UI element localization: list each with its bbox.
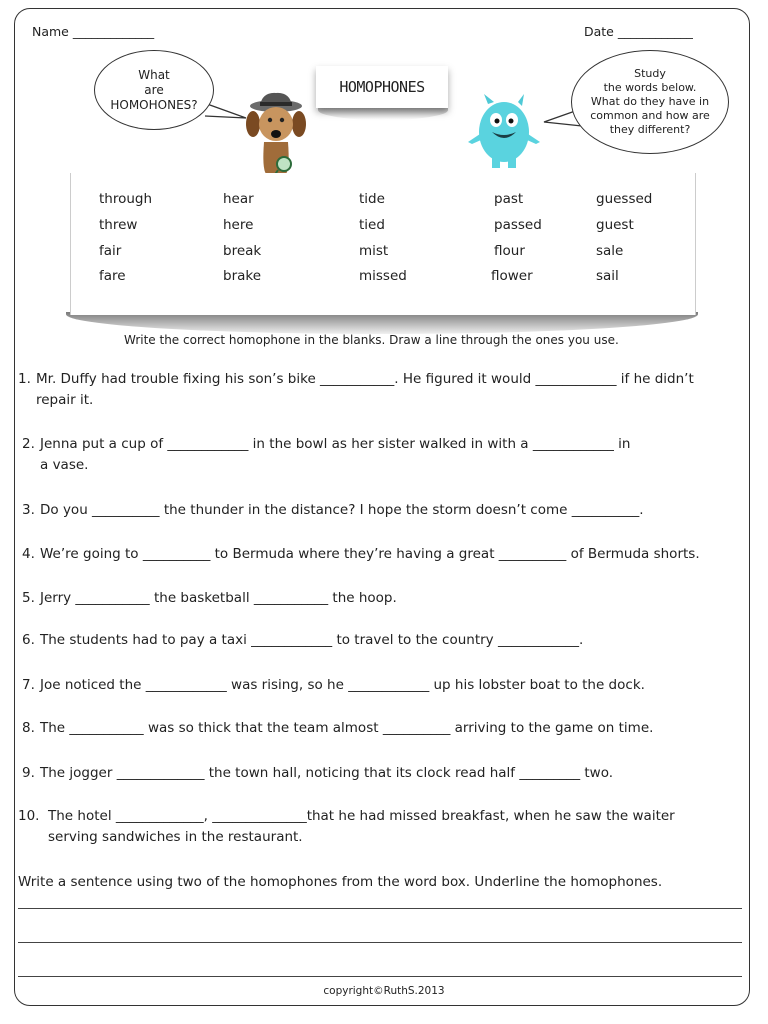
question-number: 6. — [22, 632, 35, 648]
dog-detective-icon — [244, 92, 308, 178]
question-1 — [18, 369, 694, 411]
question-text[interactable]: We’re going to __________ to Bermuda where they’re having a great __________ of Bermuda shorts. — [40, 546, 700, 562]
question-number: 5. — [22, 590, 35, 606]
word-item: sail — [596, 268, 619, 284]
sentence-prompt: Write a sentence using two of the homophones from the word box. Underline the homophones. — [18, 874, 663, 890]
question-text[interactable]: Joe noticed the ____________ was rising, so he ____________ up his lobster boat to the dock. — [40, 677, 645, 693]
writing-line-1[interactable] — [18, 908, 742, 909]
blue-monster-icon — [464, 94, 544, 172]
writing-line-2[interactable] — [18, 942, 742, 943]
word-item: missed — [359, 268, 407, 284]
monster-bubble-text: Study the words below. What do they have in common and how are they different? — [590, 67, 710, 136]
word-item: flour — [494, 243, 525, 259]
question-text-cont: a vase. — [40, 457, 89, 473]
question-text-cont: repair it. — [36, 392, 94, 408]
word-item: brake — [223, 268, 262, 284]
word-item: through — [99, 191, 153, 207]
question-4 — [22, 544, 700, 565]
question-text[interactable]: Jerry ___________ the basketball ___________ the hoop. — [40, 590, 397, 606]
question-number: 7. — [22, 677, 35, 693]
question-5 — [22, 588, 397, 609]
word-item: guest — [596, 217, 634, 233]
question-text[interactable]: The students had to pay a taxi ____________ to travel to the country ____________. — [40, 632, 584, 648]
word-item: threw — [99, 217, 138, 233]
instructions: Write the correct homophone in the blanks. Draw a line through the ones you use. — [124, 333, 619, 347]
question-text[interactable]: The jogger _____________ the town hall, noticing that its clock read half _________ two. — [40, 765, 614, 781]
question-number: 1. — [18, 371, 31, 387]
monster-speech-bubble — [571, 50, 729, 154]
page-title: HOMOPHONES — [339, 78, 425, 96]
dog-speech-bubble — [94, 50, 214, 130]
date-field[interactable]: Date ____________ — [584, 24, 693, 39]
question-text[interactable]: The ___________ was so thick that the team almost __________ arriving to the game on time. — [40, 720, 654, 736]
question-text[interactable]: Mr. Duffy had trouble fixing his son’s bike ___________. He figured it would ____________ if he didn’t — [36, 371, 694, 387]
word-item: break — [223, 243, 262, 259]
question-number: 4. — [22, 546, 35, 562]
word-item: fair — [99, 243, 122, 259]
question-7 — [22, 675, 645, 696]
word-item: fare — [99, 268, 126, 284]
question-number: 3. — [22, 502, 35, 518]
question-2 — [22, 434, 630, 476]
question-text-cont: serving sandwiches in the restaurant. — [48, 829, 303, 845]
question-text[interactable]: Jenna put a cup of ____________ in the bowl as her sister walked in with a ____________ in — [40, 436, 631, 452]
question-number: 2. — [22, 436, 35, 452]
dog-bubble-text: What are HOMOHONES? — [110, 67, 198, 112]
word-item: hear — [223, 191, 254, 207]
word-box — [70, 173, 696, 315]
question-number: 8. — [22, 720, 35, 736]
name-field[interactable]: Name _____________ — [32, 24, 155, 39]
word-item: guessed — [596, 191, 653, 207]
word-item: tide — [359, 191, 385, 207]
word-item: past — [494, 191, 524, 207]
question-text[interactable]: Do you __________ the thunder in the distance? I hope the storm doesn’t come __________. — [40, 502, 644, 518]
question-6 — [22, 630, 583, 651]
question-10 — [18, 806, 675, 848]
word-item: here — [223, 217, 254, 233]
question-8 — [22, 718, 653, 739]
word-item: passed — [494, 217, 542, 233]
word-item: sale — [596, 243, 624, 259]
word-item: tied — [359, 217, 385, 233]
question-9 — [22, 763, 613, 784]
title-box — [316, 66, 448, 108]
question-text[interactable]: The hotel _____________, ______________that he had missed breakfast, when he saw the waiter — [48, 808, 675, 824]
question-3 — [22, 500, 644, 521]
word-item: mist — [359, 243, 389, 259]
question-number: 10. — [18, 808, 40, 824]
copyright-notice: copyright©RuthS.2013 — [323, 985, 445, 997]
writing-line-3[interactable] — [18, 976, 742, 977]
word-item: flower — [491, 268, 533, 284]
question-number: 9. — [22, 765, 35, 781]
